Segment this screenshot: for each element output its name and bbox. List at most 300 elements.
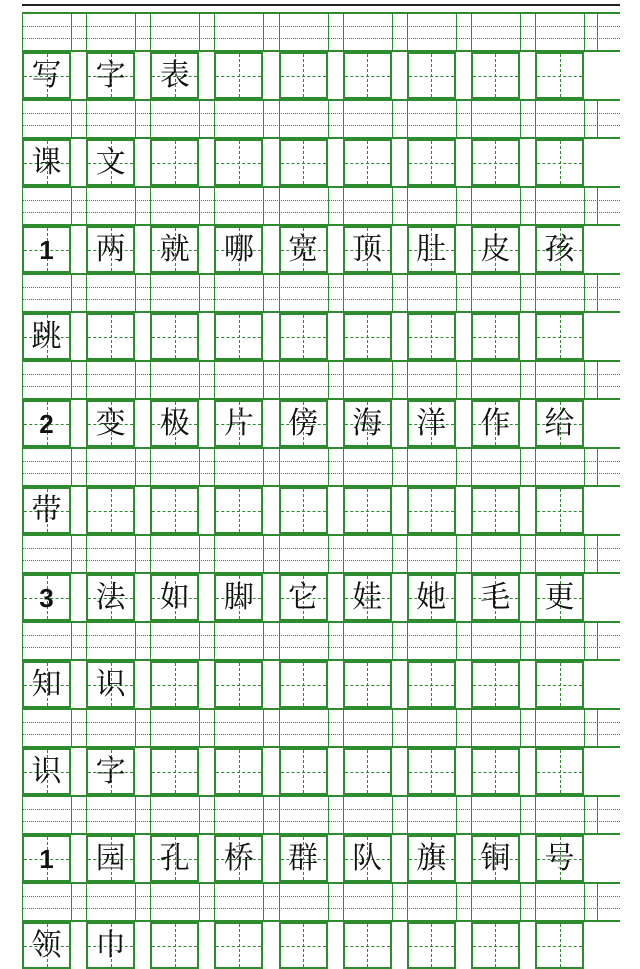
character: 片 (223, 405, 254, 441)
character-cell (471, 574, 520, 621)
cell-vertical-guide (239, 141, 240, 184)
pinyin-column-divider (150, 449, 151, 485)
pinyin-column-divider (150, 710, 151, 746)
pinyin-column-divider (471, 188, 472, 224)
pinyin-column-divider (407, 797, 408, 833)
pinyin-band (22, 708, 620, 748)
pinyin-column-divider (214, 101, 215, 137)
character: 园 (95, 840, 126, 876)
pinyin-guide-line (22, 374, 620, 375)
pinyin-column-divider (392, 449, 393, 485)
pinyin-guide-line (22, 647, 620, 648)
pinyin-column-divider (279, 797, 280, 833)
character-row (22, 922, 620, 969)
lesson-number: 1 (39, 843, 54, 874)
empty-practice-cell (471, 748, 520, 795)
character-cell (22, 487, 71, 534)
pinyin-column-divider (584, 623, 585, 659)
pinyin-guide-line (22, 809, 620, 810)
cell-vertical-guide (303, 924, 304, 967)
empty-practice-cell (343, 313, 392, 360)
empty-practice-cell (279, 748, 328, 795)
empty-practice-cell (150, 313, 199, 360)
empty-practice-cell (471, 139, 520, 186)
pinyin-column-divider (263, 14, 264, 50)
cell-vertical-guide (175, 924, 176, 967)
pinyin-column-divider (456, 188, 457, 224)
pinyin-band (22, 186, 620, 226)
character-cell (407, 226, 456, 273)
pinyin-column-divider (520, 362, 521, 398)
character-cell (86, 226, 135, 273)
cell-vertical-guide (431, 315, 432, 358)
character: 号 (544, 840, 575, 876)
pinyin-column-divider (263, 884, 264, 920)
pinyin-column-divider (471, 884, 472, 920)
pinyin-column-divider (471, 623, 472, 659)
pinyin-column-divider (214, 710, 215, 746)
character-cell (86, 835, 135, 882)
character: 宽 (288, 231, 318, 267)
pinyin-column-divider (407, 449, 408, 485)
pinyin-guide-line (22, 287, 620, 288)
character: 变 (95, 405, 126, 441)
pinyin-column-divider (407, 14, 408, 50)
pinyin-column-divider (328, 710, 329, 746)
pinyin-column-divider (456, 275, 457, 311)
character: 领 (31, 927, 62, 963)
pinyin-column-divider (392, 275, 393, 311)
pinyin-column-divider (135, 797, 136, 833)
pinyin-column-divider (199, 536, 200, 572)
character: 桥 (223, 840, 254, 876)
character-row (22, 748, 620, 795)
pinyin-column-divider (520, 275, 521, 311)
pinyin-guide-line (22, 200, 620, 201)
empty-practice-cell (407, 748, 456, 795)
pinyin-column-divider (279, 710, 280, 746)
character: 娃 (352, 579, 383, 615)
pinyin-column-divider (520, 623, 521, 659)
pinyin-column-divider (392, 797, 393, 833)
empty-practice-cell (343, 661, 392, 708)
cell-vertical-guide (367, 750, 368, 793)
pinyin-band (22, 534, 620, 574)
pinyin-column-divider (263, 101, 264, 137)
character-cell (535, 226, 584, 273)
pinyin-column-divider (214, 797, 215, 833)
character: 极 (159, 405, 190, 441)
pinyin-column-divider (407, 710, 408, 746)
empty-practice-cell (150, 661, 199, 708)
character-cell (86, 52, 135, 99)
empty-practice-cell (279, 52, 328, 99)
pinyin-column-divider (135, 536, 136, 572)
cell-vertical-guide (495, 315, 496, 358)
pinyin-column-divider (456, 623, 457, 659)
cell-vertical-guide (239, 924, 240, 967)
empty-practice-cell (279, 313, 328, 360)
empty-practice-cell (471, 313, 520, 360)
pinyin-column-divider (535, 884, 536, 920)
cell-vertical-guide (303, 315, 304, 358)
character: 队 (352, 840, 383, 876)
pinyin-column-divider (279, 623, 280, 659)
cell-vertical-guide (111, 489, 112, 532)
cell-vertical-guide (239, 54, 240, 97)
pinyin-guide-line (22, 299, 620, 300)
pinyin-band (22, 99, 620, 139)
pinyin-column-divider (22, 188, 23, 224)
pinyin-column-divider (135, 710, 136, 746)
pinyin-column-divider (328, 536, 329, 572)
pinyin-column-divider (456, 14, 457, 50)
cell-vertical-guide (495, 663, 496, 706)
pinyin-column-divider (597, 101, 598, 137)
pinyin-column-divider (214, 14, 215, 50)
pinyin-column-divider (86, 101, 87, 137)
character-cell (86, 748, 135, 795)
character-cell (535, 574, 584, 621)
pinyin-column-divider (199, 188, 200, 224)
character-cell (22, 661, 71, 708)
pinyin-column-divider (86, 797, 87, 833)
character: 字 (95, 57, 126, 93)
empty-practice-cell (471, 52, 520, 99)
pinyin-column-divider (392, 362, 393, 398)
character-cell (150, 835, 199, 882)
cell-vertical-guide (239, 750, 240, 793)
pinyin-column-divider (597, 536, 598, 572)
pinyin-column-divider (392, 101, 393, 137)
pinyin-column-divider (150, 14, 151, 50)
pinyin-column-divider (150, 623, 151, 659)
pinyin-column-divider (535, 101, 536, 137)
cell-vertical-guide (303, 141, 304, 184)
character-cell (86, 922, 135, 969)
pinyin-column-divider (263, 188, 264, 224)
pinyin-column-divider (407, 623, 408, 659)
pinyin-column-divider (71, 623, 72, 659)
pinyin-column-divider (328, 275, 329, 311)
pinyin-column-divider (71, 275, 72, 311)
pinyin-column-divider (535, 449, 536, 485)
empty-practice-cell (407, 52, 456, 99)
pinyin-column-divider (584, 536, 585, 572)
empty-practice-cell (343, 139, 392, 186)
pinyin-column-divider (71, 536, 72, 572)
pinyin-guide-line (22, 113, 620, 114)
pinyin-column-divider (535, 275, 536, 311)
character: 脚 (223, 579, 254, 615)
pinyin-band (22, 360, 620, 400)
pinyin-column-divider (343, 884, 344, 920)
cell-vertical-guide (175, 315, 176, 358)
pinyin-column-divider (199, 275, 200, 311)
pinyin-column-divider (535, 536, 536, 572)
character: 表 (159, 57, 190, 93)
character-cell (279, 574, 328, 621)
character-cell (150, 400, 199, 447)
lesson-number: 3 (39, 582, 54, 613)
cell-vertical-guide (303, 54, 304, 97)
empty-practice-cell (471, 487, 520, 534)
character: 法 (95, 579, 126, 615)
character-cell (22, 139, 71, 186)
pinyin-column-divider (456, 710, 457, 746)
pinyin-column-divider (279, 449, 280, 485)
character: 字 (95, 753, 126, 789)
pinyin-column-divider (214, 884, 215, 920)
pinyin-column-divider (343, 710, 344, 746)
pinyin-column-divider (328, 884, 329, 920)
cell-vertical-guide (431, 663, 432, 706)
cell-vertical-guide (303, 750, 304, 793)
pinyin-column-divider (150, 188, 151, 224)
empty-practice-cell (279, 139, 328, 186)
pinyin-guide-line (22, 473, 620, 474)
empty-practice-cell (535, 661, 584, 708)
pinyin-column-divider (263, 797, 264, 833)
pinyin-column-divider (22, 14, 23, 50)
character-cell (22, 835, 71, 882)
pinyin-column-divider (584, 710, 585, 746)
empty-practice-cell (343, 922, 392, 969)
character-cell (343, 226, 392, 273)
pinyin-column-divider (86, 710, 87, 746)
pinyin-column-divider (22, 623, 23, 659)
pinyin-column-divider (535, 362, 536, 398)
character-row (22, 661, 620, 708)
pinyin-column-divider (22, 101, 23, 137)
cell-vertical-guide (431, 54, 432, 97)
empty-practice-cell (150, 922, 199, 969)
cell-vertical-guide (560, 750, 561, 793)
pinyin-column-divider (279, 275, 280, 311)
character: 孔 (159, 840, 190, 876)
pinyin-column-divider (22, 884, 23, 920)
empty-practice-cell (535, 922, 584, 969)
empty-practice-cell (343, 748, 392, 795)
character: 写 (31, 57, 62, 93)
pinyin-column-divider (86, 275, 87, 311)
pinyin-column-divider (22, 275, 23, 311)
empty-practice-cell (343, 52, 392, 99)
pinyin-band (22, 12, 620, 52)
character: 洋 (416, 405, 447, 441)
cell-vertical-guide (367, 663, 368, 706)
pinyin-guide-line (22, 734, 620, 735)
pinyin-column-divider (135, 188, 136, 224)
cell-vertical-guide (367, 489, 368, 532)
pinyin-column-divider (135, 449, 136, 485)
pinyin-column-divider (407, 101, 408, 137)
pinyin-band (22, 795, 620, 835)
cell-vertical-guide (431, 750, 432, 793)
empty-practice-cell (86, 313, 135, 360)
cell-vertical-guide (367, 315, 368, 358)
pinyin-column-divider (471, 14, 472, 50)
pinyin-column-divider (584, 188, 585, 224)
empty-practice-cell (343, 487, 392, 534)
character-row (22, 400, 620, 447)
character-cell (22, 574, 71, 621)
cell-vertical-guide (495, 924, 496, 967)
empty-practice-cell (535, 487, 584, 534)
pinyin-column-divider (584, 14, 585, 50)
character-cell (535, 835, 584, 882)
character-cell (150, 52, 199, 99)
cell-vertical-guide (560, 663, 561, 706)
empty-practice-cell (407, 661, 456, 708)
pinyin-column-divider (520, 797, 521, 833)
pinyin-column-divider (71, 362, 72, 398)
character-cell (214, 835, 263, 882)
character-cell (471, 400, 520, 447)
pinyin-column-divider (328, 101, 329, 137)
empty-practice-cell (150, 748, 199, 795)
pinyin-column-divider (456, 797, 457, 833)
pinyin-column-divider (471, 797, 472, 833)
pinyin-column-divider (279, 884, 280, 920)
pinyin-column-divider (135, 623, 136, 659)
character: 孩 (544, 231, 575, 267)
pinyin-guide-line (22, 38, 620, 39)
pinyin-column-divider (150, 101, 151, 137)
pinyin-column-divider (135, 275, 136, 311)
pinyin-column-divider (86, 449, 87, 485)
empty-practice-cell (214, 52, 263, 99)
top-rule (22, 4, 620, 6)
cell-vertical-guide (175, 489, 176, 532)
character-cell (279, 400, 328, 447)
cell-vertical-guide (431, 924, 432, 967)
cell-vertical-guide (303, 663, 304, 706)
character-cell (86, 574, 135, 621)
pinyin-column-divider (71, 14, 72, 50)
character-cell (471, 835, 520, 882)
pinyin-column-divider (520, 101, 521, 137)
pinyin-column-divider (22, 797, 23, 833)
character-cell (86, 139, 135, 186)
character: 文 (95, 144, 126, 180)
cell-vertical-guide (175, 141, 176, 184)
character: 巾 (95, 927, 126, 963)
pinyin-column-divider (150, 362, 151, 398)
cell-vertical-guide (175, 750, 176, 793)
empty-practice-cell (407, 487, 456, 534)
pinyin-column-divider (328, 362, 329, 398)
pinyin-column-divider (71, 797, 72, 833)
pinyin-column-divider (584, 797, 585, 833)
pinyin-column-divider (199, 449, 200, 485)
pinyin-column-divider (199, 710, 200, 746)
pinyin-column-divider (407, 884, 408, 920)
cell-vertical-guide (560, 489, 561, 532)
character-row (22, 313, 620, 360)
character-cell (22, 226, 71, 273)
cell-vertical-guide (495, 141, 496, 184)
empty-practice-cell (279, 487, 328, 534)
pinyin-column-divider (471, 275, 472, 311)
empty-practice-cell (535, 748, 584, 795)
pinyin-column-divider (471, 710, 472, 746)
pinyin-guide-line (22, 635, 620, 636)
empty-practice-cell (535, 139, 584, 186)
cell-vertical-guide (495, 750, 496, 793)
empty-practice-cell (150, 487, 199, 534)
cell-vertical-guide (560, 924, 561, 967)
pinyin-column-divider (214, 536, 215, 572)
pinyin-column-divider (407, 188, 408, 224)
character-cell (214, 574, 263, 621)
pinyin-column-divider (86, 884, 87, 920)
cell-vertical-guide (431, 141, 432, 184)
pinyin-column-divider (597, 797, 598, 833)
character: 如 (159, 579, 190, 615)
empty-practice-cell (214, 748, 263, 795)
pinyin-column-divider (407, 362, 408, 398)
pinyin-column-divider (199, 362, 200, 398)
character-cell (22, 922, 71, 969)
pinyin-guide-line (22, 821, 620, 822)
pinyin-column-divider (392, 710, 393, 746)
character-cell (343, 574, 392, 621)
pinyin-band (22, 621, 620, 661)
cell-vertical-guide (367, 54, 368, 97)
pinyin-column-divider (199, 884, 200, 920)
pinyin-column-divider (150, 797, 151, 833)
pinyin-column-divider (597, 623, 598, 659)
cell-vertical-guide (239, 489, 240, 532)
pinyin-column-divider (328, 623, 329, 659)
pinyin-column-divider (535, 623, 536, 659)
pinyin-column-divider (263, 623, 264, 659)
pinyin-band (22, 273, 620, 313)
character: 旗 (416, 840, 447, 876)
pinyin-column-divider (392, 623, 393, 659)
pinyin-column-divider (535, 710, 536, 746)
character: 识 (95, 666, 126, 702)
cell-vertical-guide (431, 489, 432, 532)
empty-practice-cell (535, 52, 584, 99)
pinyin-guide-line (22, 125, 620, 126)
pinyin-column-divider (86, 14, 87, 50)
pinyin-column-divider (343, 449, 344, 485)
empty-practice-cell (86, 487, 135, 534)
pinyin-column-divider (471, 101, 472, 137)
pinyin-guide-line (22, 212, 620, 213)
pinyin-column-divider (456, 449, 457, 485)
pinyin-column-divider (520, 884, 521, 920)
pinyin-column-divider (214, 623, 215, 659)
character-cell (86, 661, 135, 708)
cell-vertical-guide (495, 489, 496, 532)
character: 肚 (416, 231, 447, 267)
pinyin-column-divider (328, 14, 329, 50)
pinyin-column-divider (597, 188, 598, 224)
pinyin-column-divider (71, 884, 72, 920)
empty-practice-cell (471, 661, 520, 708)
pinyin-column-divider (343, 188, 344, 224)
character: 跳 (31, 318, 62, 354)
pinyin-column-divider (597, 275, 598, 311)
character-cell (535, 400, 584, 447)
empty-practice-cell (279, 661, 328, 708)
pinyin-column-divider (22, 710, 23, 746)
pinyin-column-divider (214, 449, 215, 485)
pinyin-column-divider (520, 710, 521, 746)
